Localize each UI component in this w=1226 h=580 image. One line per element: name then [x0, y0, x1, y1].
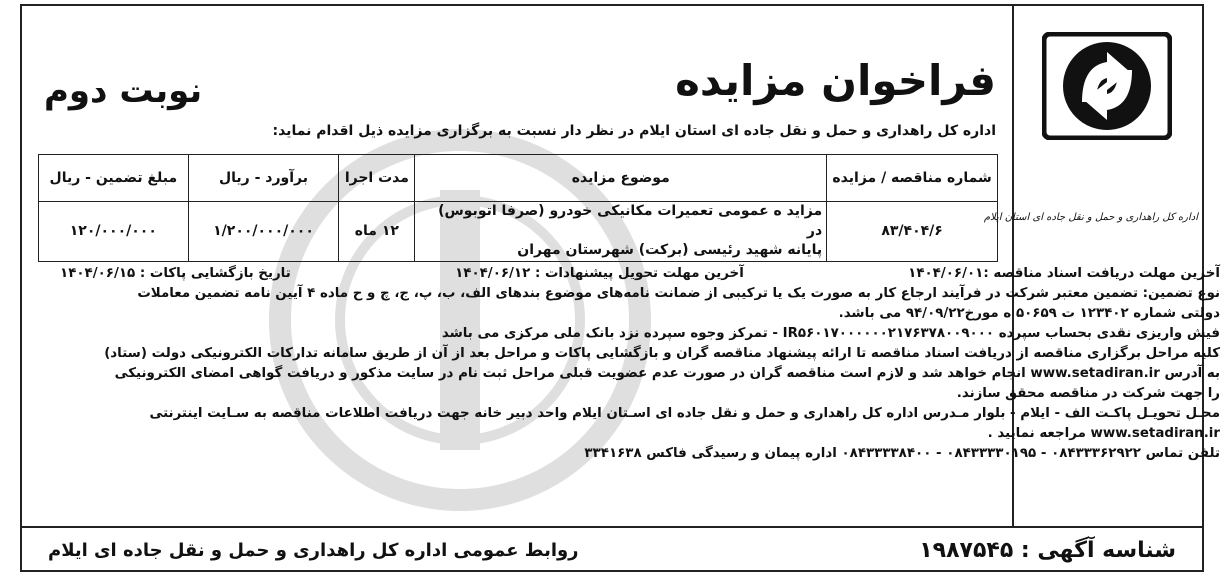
header-estimate: برآورد - ریال — [188, 155, 339, 202]
header-subject: موضوع مزایده — [415, 155, 827, 202]
table-header-row — [39, 155, 998, 202]
round-label: نوبت دوم — [44, 71, 203, 111]
tender-table — [38, 154, 998, 262]
subject-line-1: مزاید ه عمومی تعمیرات مکانیکی خودرو (صرفا اتوبوس) در — [438, 203, 823, 239]
setad-text-3: را جهت شرکت در مناقصه محقق سازند. — [956, 386, 1220, 401]
org-caption: اداره کل راهداری و حمل و نقل جاده ای استان ایلام — [983, 212, 1198, 223]
delivery-text-2: www.setadiran.ir مراجعه نمایید . — [987, 426, 1220, 441]
delivery-text-1: محـل تحویـل پاکـت الف - ایلام - بلوار مـدرس اداره کل راهداری و حمل و نقل جاده ای اسـتان ایلام واحد دبیر خانه جهت دریافت اطلاعات مناقصه به سـایت اینترنتی — [149, 406, 1220, 421]
ad-id: شناسه آگهی : ۱۹۸۷۵۴۵ — [919, 537, 1176, 563]
cell-subject — [415, 202, 827, 262]
header-guarantee: مبلغ تضمین - ریال — [39, 155, 189, 202]
setad-text-1: کلیه مراحل برگزاری مناقصه از دریافت اسناد مناقصه تا ارائه پیشنهاد مناقصه گران و بازگشایی پاکات و مراحل بعد از آن از طریق سامانه تدارکات الکترونیکی دولت (ستاد) — [104, 346, 1220, 361]
deadline-docs: آخرین مهلت دریافت اسناد مناقصه :۱۴۰۴/۰۶/۰۱ — [908, 266, 1220, 281]
notice-title: فراخوان مزایده — [675, 56, 996, 105]
guarantee-text-2: دولتی شماره ۱۲۳۴۰۲ ت ۵۰۶۵۹ ه مورخ۹۴/۰۹/۲۲ می باشد. — [838, 306, 1220, 321]
cell-guarantee: ۱۲۰/۰۰۰/۰۰۰ — [39, 202, 189, 262]
setad-text-2: به آدرس www.setadiran.ir انجام خواهد شد و لازم است مناقصه گران در صورت عدم عضویت قبلی مراحل ثبت نام در سایت مذکور و دریافت گواهی امضای الکترونیکی — [114, 366, 1220, 381]
rmto-logo-icon — [1042, 32, 1172, 140]
deadlines-row — [60, 264, 1220, 284]
deadline-offers: آخرین مهلت تحویل پیشنهادات : ۱۴۰۴/۰۶/۱۲ — [455, 266, 744, 281]
subject-line-2: پایانه شهید رئیسی (برکت) شهرستان مهران — [517, 242, 823, 259]
opening-date: تاریخ بازگشایی پاکات : ۱۴۰۴/۰۶/۱۵ — [60, 266, 291, 281]
table-row — [39, 202, 998, 262]
notice-body — [60, 264, 1220, 464]
notice-footer — [20, 526, 1204, 572]
header-number: شماره مناقصه / مزایده — [827, 155, 998, 202]
guarantee-text-1: نوع تضمین: تضمین معتبر شرکت در فرآیند ارجاع کار به صورت یک یا ترکیبی از ضمانت نامه‌های موضوع بندهای الف، ب، پ، ج، چ و ح ماده ۴ آیین نامه تضمین معاملات — [137, 286, 1220, 301]
cell-estimate: ۱/۲۰۰/۰۰۰/۰۰۰ — [188, 202, 339, 262]
header-duration: مدت اجرا — [339, 155, 415, 202]
intro-text: اداره کل راهداری و حمل و نقل جاده ای استان ایلام در نظر دار نسبت به برگزاری مزایده ذیل اقدام نماید: — [272, 123, 996, 139]
cell-number: ۸۳/۴۰۴/۶ — [827, 202, 998, 262]
cell-duration: ۱۲ ماه — [339, 202, 415, 262]
deposit-text: فیش واریزی نقدی بحساب سپرده IR۵۶۰۱۷۰۰۰۰۰۰۲۱۷۶۳۷۸۰۰۹۰۰۰ - تمرکز وجوه سپرده نزد بانک ملی مرکزی می باشد — [441, 326, 1220, 341]
public-relations-line: روابط عمومی اداره کل راهداری و حمل و نقل جاده ای ایلام — [48, 539, 579, 561]
phones-text: تلفن تماس ۰۸۴۳۳۳۶۲۹۲۲ - ۰۸۴۳۳۳۳۰۱۹۵ - ۰۸۴۳۳۳۳۸۴۰۰ اداره پیمان و رسیدگی فاکس ۳۳۴۱۶۳۸ — [584, 446, 1220, 461]
